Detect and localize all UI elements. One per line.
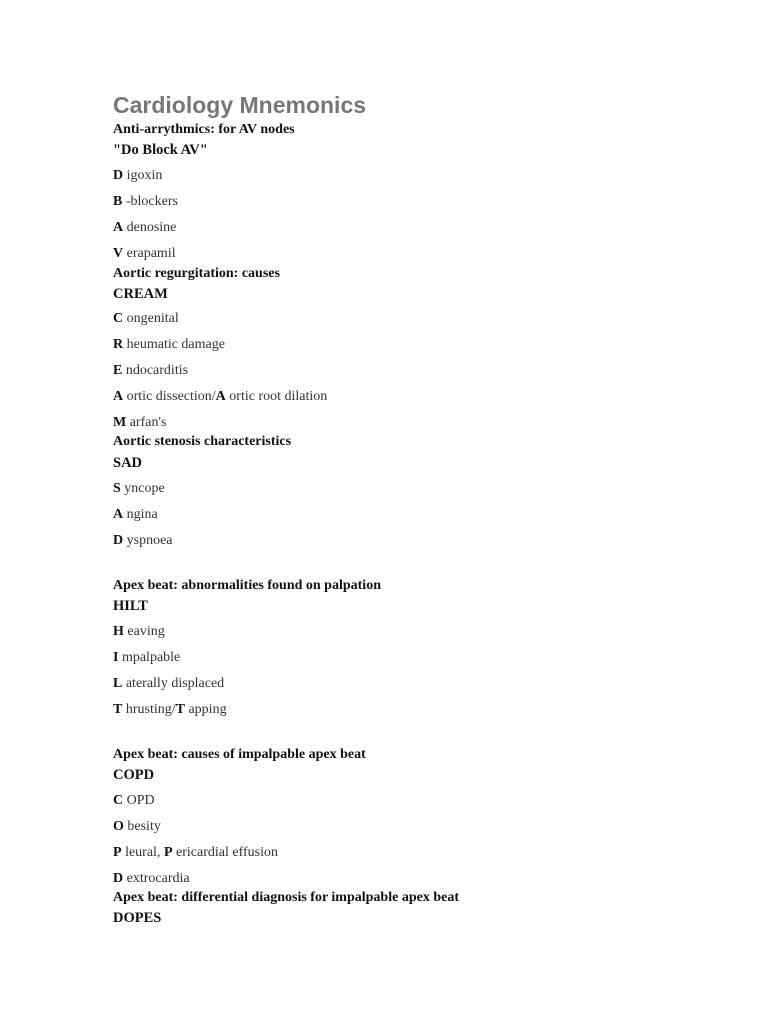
mnemonic-letter: P (113, 845, 122, 860)
mnemonic-text: ongenital (126, 311, 179, 326)
mnemonic-text: OPD (126, 793, 155, 808)
mnemonic-letter: S (113, 481, 121, 496)
mnemonic-acronym: DOPES (113, 910, 162, 926)
mnemonic-text: besity (127, 819, 161, 834)
mnemonic-item (113, 311, 179, 327)
mnemonic-acronym: CREAM (113, 286, 168, 302)
mnemonic-letter: C (113, 793, 124, 808)
section-heading: Anti-arrythmics: for AV nodes (113, 122, 295, 137)
mnemonic-letter: D (113, 533, 124, 548)
mnemonic-text: ndocarditis (125, 363, 189, 378)
mnemonic-text: heumatic damage (126, 337, 225, 352)
mnemonic-letter: R (113, 337, 124, 352)
mnemonic-item (113, 415, 166, 431)
mnemonic-letter: V (113, 246, 124, 261)
mnemonic-letter: A (215, 389, 226, 404)
section-heading: Aortic regurgitation: causes (113, 266, 280, 281)
mnemonic-item (113, 389, 327, 405)
mnemonic-item (113, 481, 165, 497)
mnemonic-item (113, 793, 155, 809)
mnemonic-text: denosine (126, 220, 177, 235)
mnemonic-text: erapamil (126, 246, 176, 261)
mnemonic-item (113, 220, 176, 236)
mnemonic-letter: I (113, 650, 119, 665)
mnemonic-acronym: "Do Block AV" (113, 142, 208, 158)
mnemonic-text: mpalpable (121, 650, 181, 665)
mnemonic-letter: C (113, 311, 124, 326)
mnemonic-letter: E (113, 363, 123, 378)
mnemonic-letter: P (163, 845, 173, 860)
mnemonic-item (113, 650, 180, 666)
section-heading: Apex beat: causes of impalpable apex beat (113, 747, 366, 762)
mnemonic-letter: O (113, 819, 124, 834)
mnemonic-text: ortic dissection/ (126, 389, 216, 404)
mnemonic-item (113, 246, 176, 262)
mnemonic-item (113, 337, 225, 353)
mnemonic-item (113, 871, 190, 887)
mnemonic-text: yspnoea (126, 533, 173, 548)
mnemonic-item (113, 363, 188, 379)
mnemonic-letter: A (113, 507, 124, 522)
mnemonic-text: arfan's (129, 415, 167, 430)
mnemonic-letter: H (113, 624, 124, 639)
mnemonic-item (113, 819, 161, 835)
mnemonic-item (113, 533, 173, 549)
mnemonic-letter: D (113, 871, 124, 886)
mnemonic-letter: T (175, 702, 185, 717)
mnemonic-letter: A (113, 389, 124, 404)
mnemonic-text: ericardial effusion (176, 845, 278, 860)
mnemonic-item (113, 845, 278, 861)
mnemonic-item (113, 676, 224, 692)
mnemonic-text: yncope (124, 481, 165, 496)
mnemonic-text: igoxin (126, 168, 163, 183)
mnemonic-text: eaving (127, 624, 165, 639)
mnemonic-text: hrusting/ (125, 702, 176, 717)
mnemonic-acronym: HILT (113, 598, 148, 614)
mnemonic-letter: M (113, 415, 127, 430)
mnemonic-item (113, 702, 227, 718)
mnemonic-acronym: COPD (113, 767, 155, 783)
mnemonic-letter: A (113, 220, 124, 235)
mnemonic-text: aterally displaced (125, 676, 225, 691)
mnemonic-letter: L (113, 676, 123, 691)
mnemonic-letter: D (113, 168, 124, 183)
mnemonic-item (113, 168, 162, 184)
mnemonic-letter: B (113, 194, 123, 209)
section-heading: Apex beat: abnormalities found on palpation (113, 578, 381, 593)
mnemonic-item (113, 507, 158, 523)
section-heading: Apex beat: differential diagnosis for impalpable apex beat (113, 890, 459, 905)
mnemonic-item (113, 194, 178, 210)
mnemonic-text: extrocardia (126, 871, 190, 886)
mnemonic-acronym: SAD (113, 455, 143, 471)
mnemonic-text: apping (188, 702, 227, 717)
page-title: Cardiology Mnemonics (113, 92, 367, 118)
mnemonic-text: leural, (125, 845, 164, 860)
section-heading: Aortic stenosis characteristics (113, 434, 292, 449)
mnemonic-item (113, 624, 165, 640)
mnemonic-text: ortic root dilation (229, 389, 328, 404)
mnemonic-text: -blockers (125, 194, 178, 209)
mnemonic-letter: T (113, 702, 123, 717)
mnemonic-text: ngina (126, 507, 158, 522)
